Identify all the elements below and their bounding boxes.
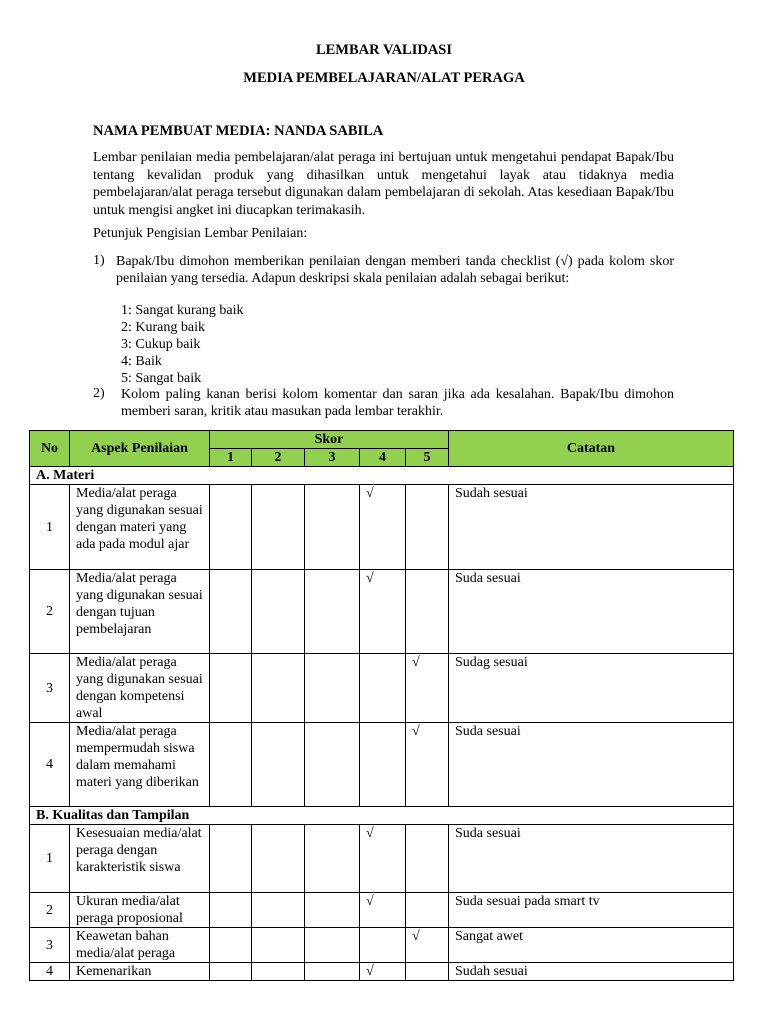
score-cell-3[interactable] (305, 893, 360, 928)
score-cell-2[interactable] (252, 893, 305, 928)
score-cell-4[interactable] (360, 893, 406, 928)
table-body (30, 467, 734, 981)
row-number: 2 (30, 893, 70, 928)
score-cell-4[interactable] (360, 928, 406, 963)
media-maker-name: NAMA PEMBUAT MEDIA: NANDA SABILA (93, 123, 384, 139)
header-no: No (30, 431, 70, 467)
score-cell-1[interactable] (210, 570, 252, 654)
table-row (30, 485, 734, 570)
instruction-2-text: Kolom paling kanan berisi kolom komentar dan saran jika ada kesalahan. Bapak/Ibu dimohon memberi saran, kritik atau masukan pada lembar terakhir. (121, 387, 674, 419)
intro-paragraph: Lembar penilaian media pembelajaran/alat peraga ini bertujuan untuk mengetahui pendapat Bapak/Ibu tentang kevalidan produk yang dihasilkan untuk mengetahui layak atau tidaknya media pembelajaran/alat peraga tersebut digunakan dalam pembelajaran di sekolah. Atas kesediaan Bapak/Ibu untuk mengisi angket ini diucapkan terimakasih. (93, 150, 674, 218)
scale-item: 5: Sangat baik (121, 371, 202, 386)
score-cell-4[interactable] (360, 570, 406, 654)
table-row (30, 893, 734, 928)
score-cell-3[interactable] (305, 825, 360, 893)
score-cell-2[interactable] (252, 963, 305, 981)
catatan-text[interactable]: Suda sesuai (449, 825, 734, 893)
checkmark-icon: √ (366, 571, 374, 586)
aspect-text: Media/alat peraga yang digunakan sesuai dengan materi yang ada pada modul ajar (70, 485, 210, 570)
scale-item: 4: Baik (121, 354, 162, 369)
checkmark-icon: √ (412, 929, 420, 944)
aspect-text: Media/alat peraga yang digunakan sesuai dengan tujuan pembelajaran (70, 570, 210, 654)
row-number: 4 (30, 963, 70, 981)
score-cell-1[interactable] (210, 723, 252, 807)
score-cell-3[interactable] (305, 485, 360, 570)
header-score-3: 3 (305, 449, 360, 467)
scale-item: 3: Cukup baik (121, 337, 201, 352)
instruction-1-text: Bapak/Ibu dimohon memberikan penilaian dengan memberi tanda checklist (√) pada kolom skor penilaian yang tersedia. Adapun deskripsi skala penilaian adalah sebagai berikut: (116, 254, 674, 286)
catatan-text[interactable]: Suda sesuai (449, 723, 734, 807)
row-number: 2 (30, 570, 70, 654)
table-row (30, 963, 734, 981)
scale-item: 2: Kurang baik (121, 320, 205, 335)
score-cell-5[interactable] (406, 570, 449, 654)
score-cell-4[interactable] (360, 963, 406, 981)
instruction-1-number: 1) (93, 253, 105, 268)
catatan-text[interactable]: Sudag sesuai (449, 654, 734, 723)
score-cell-5[interactable] (406, 825, 449, 893)
checkmark-icon: √ (366, 964, 374, 979)
score-cell-4[interactable] (360, 825, 406, 893)
score-cell-4[interactable] (360, 723, 406, 807)
row-number: 1 (30, 825, 70, 893)
score-cell-3[interactable] (305, 570, 360, 654)
table-row (30, 570, 734, 654)
score-cell-2[interactable] (252, 654, 305, 723)
checkmark-icon: √ (366, 486, 374, 501)
checkmark-icon: √ (412, 655, 420, 670)
score-cell-3[interactable] (305, 654, 360, 723)
score-cell-5[interactable] (406, 654, 449, 723)
row-number: 3 (30, 654, 70, 723)
score-cell-3[interactable] (305, 928, 360, 963)
header-score-4: 4 (360, 449, 406, 467)
score-cell-3[interactable] (305, 963, 360, 981)
scale-item: 1: Sangat kurang baik (121, 303, 244, 318)
score-cell-2[interactable] (252, 570, 305, 654)
score-cell-5[interactable] (406, 963, 449, 981)
catatan-text[interactable]: Sudah sesuai (449, 485, 734, 570)
section-row (30, 467, 734, 485)
score-cell-1[interactable] (210, 825, 252, 893)
score-cell-2[interactable] (252, 485, 305, 570)
aspect-text: Media/alat peraga yang digunakan sesuai dengan kompetensi awal (70, 654, 210, 723)
row-number: 4 (30, 723, 70, 807)
score-cell-3[interactable] (305, 723, 360, 807)
score-cell-5[interactable] (406, 928, 449, 963)
catatan-text[interactable]: Suda sesuai (449, 570, 734, 654)
score-cell-5[interactable] (406, 723, 449, 807)
table-row (30, 723, 734, 807)
score-cell-1[interactable] (210, 928, 252, 963)
table-row (30, 928, 734, 963)
header-aspek: Aspek Penilaian (70, 431, 210, 467)
score-cell-1[interactable] (210, 963, 252, 981)
aspect-text: Keawetan bahan media/alat peraga (70, 928, 210, 963)
score-cell-5[interactable] (406, 893, 449, 928)
score-cell-4[interactable] (360, 485, 406, 570)
checkmark-icon: √ (366, 826, 374, 841)
rating-scale-list (121, 302, 243, 387)
row-number: 1 (30, 485, 70, 570)
catatan-text[interactable]: Sudah sesuai (449, 963, 734, 981)
row-number: 3 (30, 928, 70, 963)
aspect-text: Kesesuaian media/alat peraga dengan karakteristik siswa (70, 825, 210, 893)
instruction-2-number: 2) (93, 386, 105, 401)
header-catatan: Catatan (449, 431, 734, 467)
aspect-text: Ukuran media/alat peraga proposional (70, 893, 210, 928)
score-cell-1[interactable] (210, 893, 252, 928)
section-title: B. Kualitas dan Tampilan (30, 807, 734, 825)
score-cell-2[interactable] (252, 723, 305, 807)
score-cell-1[interactable] (210, 654, 252, 723)
checkmark-icon: √ (412, 724, 420, 739)
table-row (30, 654, 734, 723)
checkmark-icon: √ (366, 894, 374, 909)
section-row (30, 807, 734, 825)
score-cell-4[interactable] (360, 654, 406, 723)
score-cell-1[interactable] (210, 485, 252, 570)
aspect-text: Kemenarikan (70, 963, 210, 981)
score-cell-2[interactable] (252, 825, 305, 893)
instructions-heading: Petunjuk Pengisian Lembar Penilaian: (93, 226, 308, 241)
table-row (30, 825, 734, 893)
header-score-2: 2 (252, 449, 305, 467)
section-title: A. Materi (30, 467, 734, 485)
header-score-5: 5 (406, 449, 449, 467)
header-skor: Skor (210, 431, 449, 449)
document-title: LEMBAR VALIDASI (315, 42, 453, 58)
catatan-text[interactable]: Suda sesuai pada smart tv (449, 893, 734, 928)
header-score-1: 1 (210, 449, 252, 467)
document-subtitle: MEDIA PEMBELAJARAN/ALAT PERAGA (243, 70, 525, 86)
catatan-text[interactable]: Sangat awet (449, 928, 734, 963)
validation-table (29, 430, 734, 981)
score-cell-2[interactable] (252, 928, 305, 963)
score-cell-5[interactable] (406, 485, 449, 570)
aspect-text: Media/alat peraga mempermudah siswa dalam memahami materi yang diberikan (70, 723, 210, 807)
